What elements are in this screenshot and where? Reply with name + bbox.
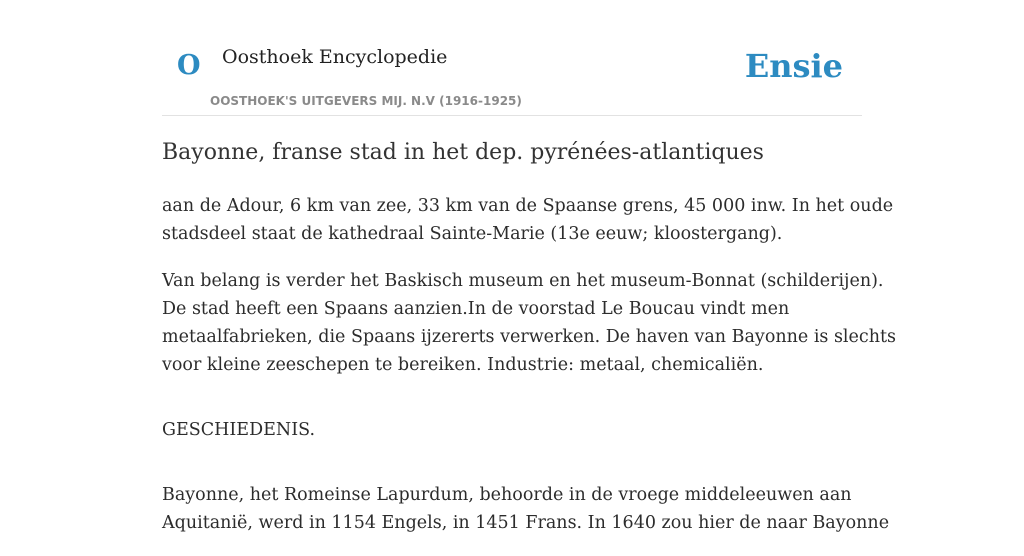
book-title-link[interactable]: Oosthoek Encyclopedie <box>222 46 448 68</box>
paragraph <box>162 192 894 248</box>
text-line: aan de Adour, 6 km van zee, 33 km van de Spaanse grens, 45 000 inw. In het oude <box>162 196 894 216</box>
text-line: stadsdeel staat de kathedraal Sainte-Marie (13e eeuw; kloostergang). <box>162 224 783 244</box>
ensie-logo-link[interactable]: Ensie <box>744 47 843 85</box>
article-title: Bayonne, franse stad in het dep. pyrénées-atlantiques <box>162 140 764 165</box>
text-line: De stad heeft een Spaans aanzien.In de voorstad Le Boucau vindt men <box>162 299 790 319</box>
paragraph <box>162 267 896 379</box>
text-line: Bayonne, het Romeinse Lapurdum, behoorde in de vroege middeleeuwen aan <box>162 485 852 505</box>
content-column <box>162 0 896 533</box>
article-body <box>162 192 896 556</box>
text-line: Aquitanië, werd in 1154 Engels, in 1451 Frans. In 1640 zou hier de naar Bayonne <box>162 513 890 533</box>
text-line: voor kleine zeeschepen te bereiken. Industrie: metaal, chemicaliën. <box>162 355 764 375</box>
text-line: Van belang is verder het Baskisch museum en het museum-Bonnat (schilderijen). <box>162 271 884 291</box>
text-line: metaalfabrieken, die Spaans ijzererts verwerken. De haven van Bayonne is slechts <box>162 327 896 347</box>
book-header <box>162 0 862 116</box>
book-publisher: OOSTHOEK'S UITGEVERS MIJ. N.V (1916-1925) <box>210 94 522 108</box>
section-heading <box>162 416 862 444</box>
paragraph <box>162 481 890 537</box>
book-logo[interactable]: O <box>177 50 201 81</box>
text-line: GESCHIEDENIS. <box>162 420 316 440</box>
